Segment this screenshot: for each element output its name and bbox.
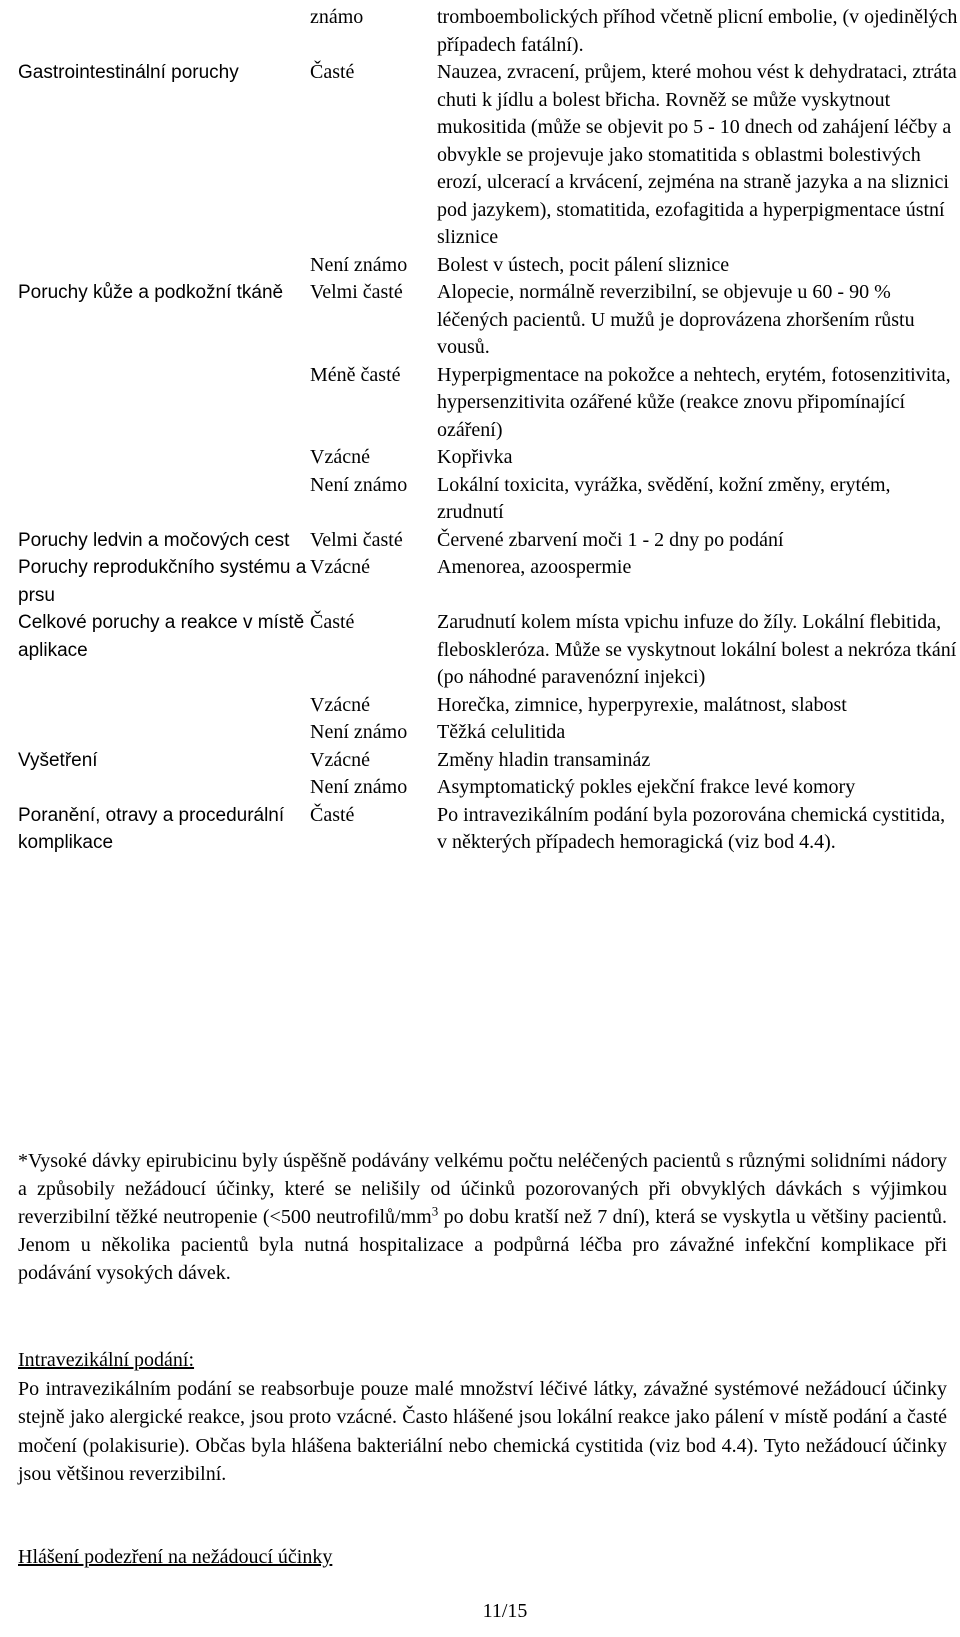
page-number: 11/15 <box>482 1600 528 1622</box>
organ-class-cell: Poruchy reprodukčního systému a prsu <box>18 557 307 606</box>
frequency-cell: Není známo <box>310 473 408 496</box>
organ-class-cell: Poruchy ledvin a močových cest <box>18 529 290 551</box>
table-row <box>18 252 960 280</box>
organ-class-cell <box>18 472 310 527</box>
effect-cell: Těžká celulitida <box>437 721 566 743</box>
footnote-superscript: 3 <box>431 1203 439 1219</box>
organ-class-cell: Gastrointestinální poruchy <box>18 62 239 83</box>
effect-cell: Zarudnutí kolem místa vpichu infuze do žíly. Lokální flebitida, fleboskleróza. Může se vyskytnout lokální bolest a nekróza tkání (po náhodné paravenózní injekci) <box>437 611 957 688</box>
table-row <box>18 4 960 59</box>
table-row <box>18 527 960 555</box>
frequency-cell: Vzácné <box>310 556 370 578</box>
frequency-cell: Není známo <box>310 776 408 798</box>
organ-class-cell: Vyšetření <box>18 749 98 771</box>
effect-cell: Bolest v ústech, pocit pálení sliznice <box>437 253 730 276</box>
frequency-cell: Není známo <box>310 253 408 276</box>
effect-cell: tromboembolických příhod včetně plicní embolie, (v ojedinělých případech fatální). <box>437 6 958 56</box>
frequency-cell: Časté <box>310 61 355 83</box>
organ-class-cell <box>18 4 310 59</box>
effect-cell: Amenorea, azoospermie <box>437 556 632 578</box>
frequency-cell: Méně časté <box>310 363 401 386</box>
effect-cell: Horečka, zimnice, hyperpyrexie, malátnost, slabost <box>437 693 847 716</box>
frequency-cell: Časté <box>310 803 355 826</box>
organ-class-cell: Poruchy kůže a podkožní tkáně <box>18 282 284 303</box>
organ-class-cell <box>18 692 310 720</box>
table-row <box>18 444 960 472</box>
effect-cell: Alopecie, normálně reverzibilní, se objevuje u 60 - 90 % léčených pacientů. U mužů je doprovázena zhoršením růstu vousů. <box>437 281 915 358</box>
high-dose-footnote <box>18 1147 947 1287</box>
frequency-cell: Není známo <box>310 721 408 743</box>
adverse-effects-table <box>18 4 960 857</box>
intravesical-section <box>18 1346 947 1489</box>
organ-class-cell <box>18 362 310 445</box>
organ-class-cell: Celkové poruchy a reakce v místě aplikace <box>18 612 305 661</box>
effect-cell: Červené zbarvení moči 1 - 2 dny po podání <box>437 528 784 551</box>
frequency-cell: Vzácné <box>310 693 370 716</box>
table-row <box>18 362 960 445</box>
frequency-cell: Vzácné <box>310 748 370 771</box>
organ-class-cell <box>18 774 310 802</box>
table-row <box>18 279 960 362</box>
frequency-cell: Velmi časté <box>310 281 403 303</box>
table-row <box>18 802 960 857</box>
table-row <box>18 719 960 747</box>
footnote-text-continued: po dobu kratší než 7 dní), která se vyskytla u většiny pacientů. Jenom u několika pacientů byla nutná hospitalizace a podpůrná léčba pro závažné infekční komplikace při podávání vysokých dávek. <box>18 1206 948 1284</box>
reporting-section <box>18 1543 947 1572</box>
frequency-cell: známo <box>310 6 364 28</box>
organ-class-cell <box>18 252 310 280</box>
effect-cell: Kopřivka <box>437 446 513 468</box>
footnote-text: *Vysoké dávky epirubicinu byly úspěšně podávány velkému počtu neléčených pacientů s různými solidními nádory a způsobily nežádoucí účinky, které se nelišily od účinků pozorovaných při obvyklých dávkách s výjimkou reverzibilní těžké neutropenie (<500 neutrofilů/mm <box>18 1150 947 1228</box>
table-row <box>18 609 960 692</box>
table-row <box>18 472 960 527</box>
effect-cell: Nauzea, zvracení, průjem, které mohou vést k dehydrataci, ztráta chuti k jídlu a bolest břicha. Rovněž se může vyskytnout mukositida (může se objevit po 5 - 10 dnech od zahájení léčby a obvykle se projevuje jako stomatitida s oblastmi bolestivých erozí, ulcerací a krvácení, zejména na straně jazyka a na sliznici pod jazykem), stomatitida, ezofagitida a hyperpigmentace ústní sliznice <box>437 61 957 248</box>
section-text: Po intravezikálním podání se reabsorbuje pouze malé množství léčivé látky, závažné systémové nežádoucí účinky stejně jako alergické reakce, jsou proto vzácné. Často hlášené jsou lokální reakce jako pálení v místě podání a časté močení (polakisurie). Občas byla hlášena bakteriální nebo chemická cystitida (viz bod 4.4). Tyto nežádoucí účinky jsou většinou reverzibilní. <box>18 1377 947 1485</box>
effect-cell: Hyperpigmentace na pokožce a nehtech, erytém, fotosenzitivita, hypersenzitivita ozářené kůže (reakce znovu připomínající ozáření) <box>437 363 951 441</box>
effect-cell: Lokální toxicita, vyrážka, svědění, kožní změny, erytém, zrudnutí <box>437 473 891 523</box>
frequency-cell: Vzácné <box>310 446 370 468</box>
frequency-cell: Velmi časté <box>310 528 403 551</box>
table-row <box>18 747 960 775</box>
section-heading: Intravezikální podání: <box>18 1349 195 1371</box>
table-row <box>18 554 960 609</box>
table-row <box>18 774 960 802</box>
table-row <box>18 59 960 252</box>
organ-class-cell <box>18 719 310 747</box>
organ-class-cell: Poranění, otravy a procedurální komplikace <box>18 804 285 853</box>
effect-cell: Změny hladin transamináz <box>437 748 651 771</box>
table-row <box>18 692 960 720</box>
organ-class-cell <box>18 444 310 472</box>
frequency-cell: Časté <box>310 611 355 633</box>
effect-cell: Po intravezikálním podání byla pozorována chemická cystitida, v některých případech hemoragická (viz bod 4.4). <box>437 803 946 853</box>
effect-cell: Asymptomatický pokles ejekční frakce levé komory <box>437 776 856 798</box>
section-heading: Hlášení podezření na nežádoucí účinky <box>18 1546 333 1568</box>
